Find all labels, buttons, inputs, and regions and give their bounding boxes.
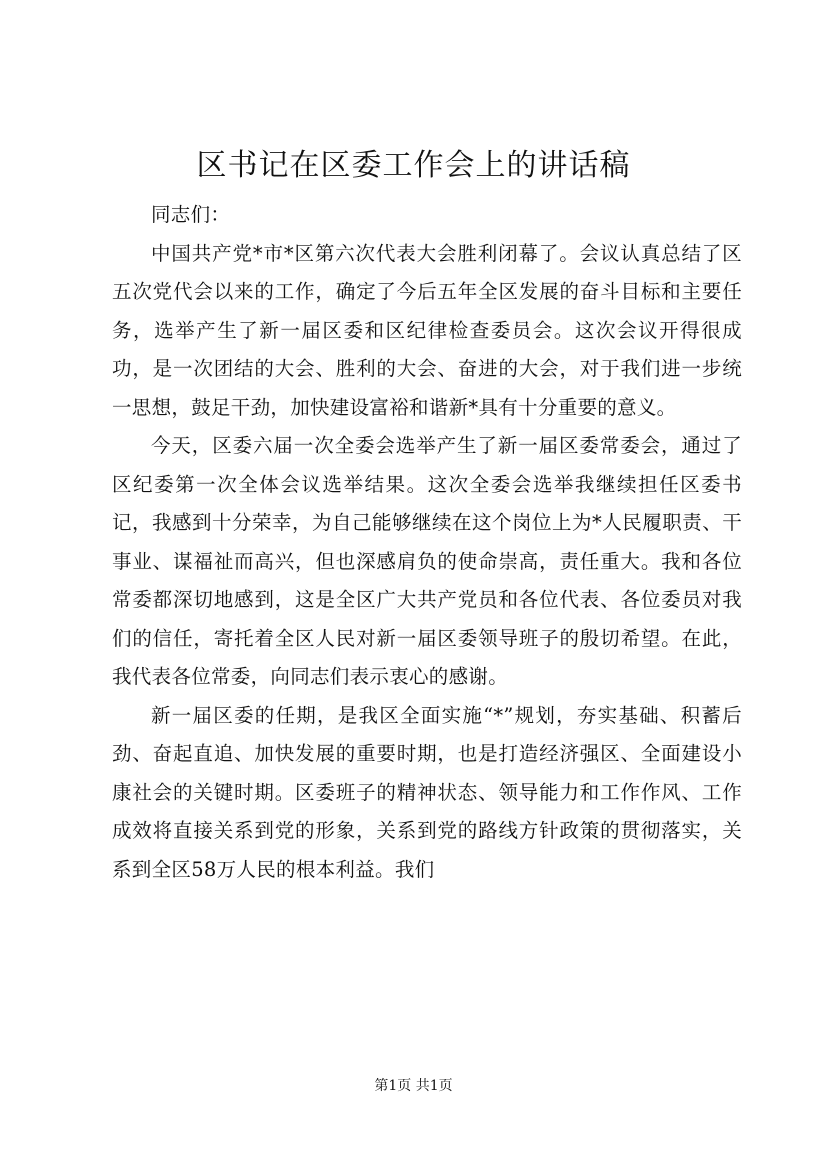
document-title: 区书记在区委工作会上的讲话稿 [196,148,631,183]
document-body [112,196,742,889]
paragraph-1: 中国共产党*市*区第六次代表大会胜利闭幕了。会议认真总结了区五次党代会以来的工作，确定了今后五年全区发展的奋斗目标和主要任务，选举产生了新一届区委和区纪律检查委员会。这次会议开得很成功，是一次团结的大会、胜利的大会、奋进的大会，对于我们进一步统一思想，鼓足干劲，加快建设富裕和谐新*具有十分重要的意义。 [112,241,742,419]
paragraph-2: 今天，区委六届一次全委会选举产生了新一届区委常委会，通过了区纪委第一次全体会议选举结果。这次全委会选举我继续担任区委书记，我感到十分荣幸，为自己能够继续在这个岗位上为*人民履职责、干事业、谋福祉而高兴，但也深感肩负的使命崇高，责任重大。我和各位常委都深切地感到，这是全区广大共产党员和各位代表、各位委员对我们的信任，寄托着全区人民对新一届区委领导班子的殷切希望。在此，我代表各位常委，向同志们表示衷心的感谢。 [112,434,742,688]
salutation: 同志们： [151,203,231,226]
paragraph-3: 新一届区委的任期，是我区全面实施“*”规划，夯实基础、积蓄后劲、奋起直追、加快发展的重要时期，也是打造经济强区、全面建设小康社会的关键时期。区委班子的精神状态、领导能力和工作作风、工作成效将直接关系到党的形象，关系到党的路线方针政策的贯彻落实，关系到全区58万人民的根本利益。我们 [112,703,742,881]
page-footer: 第1页 共1页 [374,1078,453,1094]
